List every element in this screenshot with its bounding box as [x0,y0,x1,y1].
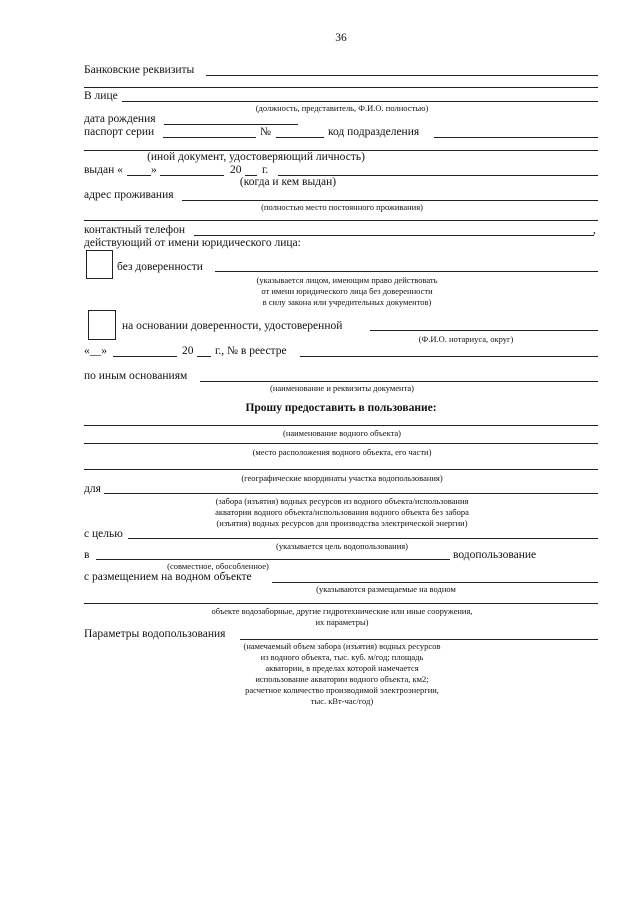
without-poa-hint-2: от имени юридического лица без доверенности [261,286,433,296]
address-line-2[interactable] [84,220,598,221]
water-body-line[interactable] [84,425,598,426]
purpose-type-hint-3: (изъятия) водных ресурсов для производства электрической энергии) [216,518,468,528]
without-poa-hint-1: (указывается лицом, имеющим право действовать [256,275,438,285]
for-line[interactable] [104,493,598,494]
phone-label: контактный телефон [84,224,186,236]
page-number: 36 [335,32,347,44]
water-use-type-line[interactable] [96,559,450,560]
without-poa-hint-3: в силу закона или учредительных документов) [262,297,432,307]
placement-line[interactable] [272,582,598,583]
registry-number-line[interactable] [300,356,598,357]
issued-year-prefix: 20 [230,164,242,176]
issued-day-line[interactable] [127,175,151,176]
birth-date-line[interactable] [164,124,298,125]
registry-quote: «__» [84,345,107,357]
subdivision-code-label: код подразделения [328,126,420,138]
placement-line-2[interactable] [84,603,598,604]
other-document-label: (иной документ, удостоверяющий личность) [147,151,365,163]
parameters-hint-5: расчетное количество производимой электроэнергии, [245,685,439,695]
coordinates-hint: (географические координаты участка водопользования) [241,473,443,483]
issued-close-quote: » [151,164,157,176]
without-poa-line[interactable] [215,271,598,272]
in-person-label: В лице [84,90,118,102]
passport-series-line[interactable] [163,137,256,138]
address-label: адрес проживания [84,189,174,201]
placement-label: с размещением на водном объекте [84,571,252,583]
registry-year-line[interactable] [197,356,211,357]
passport-series-label: паспорт серии [84,126,155,138]
other-grounds-label: по иным основаниям [84,370,188,382]
placement-hint-2a: объекте водозаборные, другие гидротехнические или иные сооружения, [211,606,473,616]
registry-year-prefix: 20 [182,345,194,357]
passport-number-line[interactable] [276,137,324,138]
bank-details-label: Банковские реквизиты [84,64,195,76]
goal-hint: (указывается цель водопользования) [276,541,408,551]
goal-line[interactable] [128,538,598,539]
purpose-type-hint-2: акватории водного объекта/использования водного объекта без забора [215,507,469,517]
phone-end: , [593,224,596,236]
parameters-hint-6: тыс. кВт-час/год) [310,696,374,706]
coordinates-line[interactable] [84,469,598,470]
registry-suffix: г., № в реестре [215,345,287,357]
parameters-line[interactable] [240,639,598,640]
bank-details-line[interactable] [206,75,598,76]
without-poa-checkbox[interactable] [86,250,113,279]
issued-label: выдан « [84,164,123,176]
location-line[interactable] [84,443,598,444]
for-label: для [84,483,101,495]
parameters-hint-3: акватории, в пределах которой намечается [265,663,419,673]
phone-line[interactable] [194,235,594,236]
issued-hint: (когда и кем выдан) [239,176,337,188]
number-sign: № [260,126,271,138]
parameters-hint-4: использование акватории водного объекта, км2; [255,674,429,684]
placement-hint-1: (указываются размещаемые на водном [316,584,456,594]
parameters-hint-2: из водного объекта, тыс. куб. м/год; площадь [260,652,424,662]
bank-details-line-2[interactable] [84,87,598,88]
joint-hint: (совместное, обособленное) [167,561,269,571]
notary-hint: (Ф.И.О. нотариуса, округ) [418,334,514,344]
in-label: в [84,549,90,561]
acting-label: действующий от имени юридического лица: [84,237,301,249]
parameters-hint-1: (намечаемый объем забора (изъятия) водных ресурсов [243,641,441,651]
water-use-label: водопользование [453,549,537,561]
subdivision-code-line[interactable] [434,137,598,138]
with-poa-checkbox[interactable] [88,310,116,340]
address-hint: (полностью место постоянного проживания) [261,202,423,212]
with-poa-label: на основании доверенности, удостоверенной [122,320,343,332]
birth-date-label: дата рождения [84,113,156,125]
in-person-line[interactable] [122,101,598,102]
without-poa-label: без доверенности [117,261,203,273]
issued-year-suffix: г. [262,164,269,176]
in-person-hint: (должность, представитель, Ф.И.О. полностью) [255,103,429,113]
purpose-type-hint-1: (забора (изъятия) водных ресурсов из водного объекта/использования [215,496,469,506]
water-body-hint: (наименование водного объекта) [282,428,402,438]
address-line[interactable] [182,200,598,201]
goal-label: с целью [84,528,123,540]
other-grounds-hint: (наименование и реквизиты документа) [269,383,415,393]
registry-month-line[interactable] [113,356,177,357]
other-grounds-line[interactable] [200,381,598,382]
location-hint: (место расположения водного объекта, его части) [252,447,432,457]
parameters-label: Параметры водопользования [84,628,226,640]
placement-hint-2b: их параметры) [315,617,369,627]
request-heading: Прошу предоставить в пользование: [245,402,437,414]
notary-line[interactable] [370,330,598,331]
issued-month-line[interactable] [160,175,224,176]
